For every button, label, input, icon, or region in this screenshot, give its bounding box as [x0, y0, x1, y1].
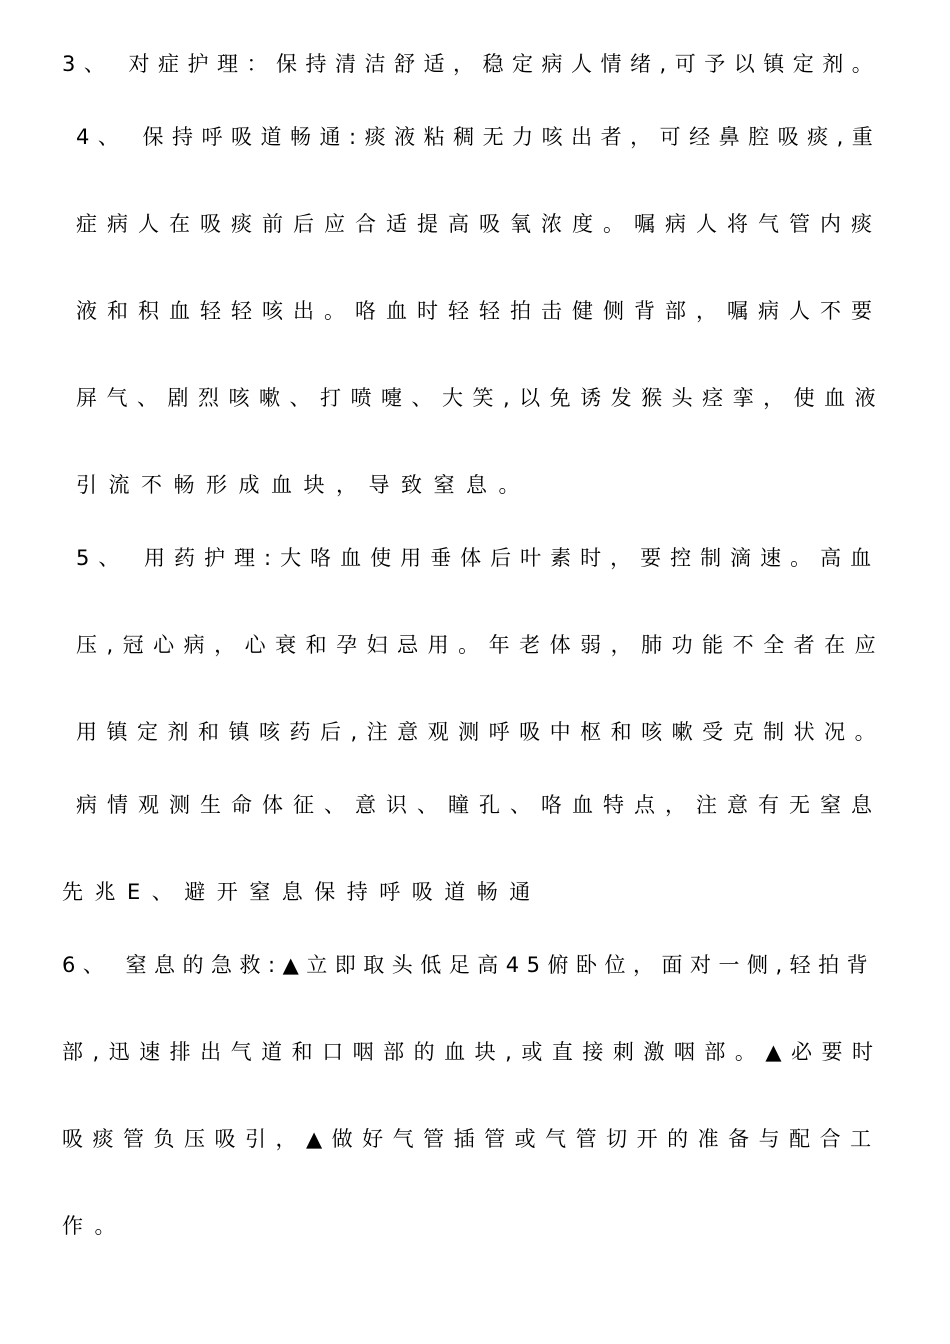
text-line-4: 液和积血轻轻咳出。咯血时轻轻拍击健侧背部，嘱病人不要: [76, 299, 882, 323]
text-line-9: 用镇定剂和镇咳药后,注意观测呼吸中枢和咳嗽受克制状况。: [76, 720, 886, 744]
text-line-11: 先兆E、避开窒息保持呼吸道畅通: [62, 880, 542, 904]
text-line-8: 压,冠心病，心衰和孕妇忌用。年老体弱，肺功能不全者在应: [76, 633, 886, 657]
text-line-15: 作。: [62, 1214, 127, 1238]
text-line-5: 屏气、剧烈咳嗽、打喷嚏、大笑,以免诱发猴头痉挛，使血液: [76, 386, 886, 410]
text-line-7: 5、 用药护理:大咯血使用垂体后叶素时，要控制滴速。高血: [76, 546, 881, 570]
text-line-3: 症病人在吸痰前后应合适提高吸氧浓度。嘱病人将气管内痰: [76, 212, 882, 236]
text-line-14: 吸痰管负压吸引，▲做好气管插管或气管切开的准备与配合工: [62, 1127, 881, 1151]
text-line-1: 3、 对症护理：保持清洁舒适，稳定病人情绪,可予以镇定剂。: [62, 52, 882, 76]
text-line-13: 部,迅速排出气道和口咽部的血块,或直接刺激咽部。▲必要时: [62, 1040, 883, 1064]
text-line-2: 4、 保持呼吸道畅通:痰液粘稠无力咳出者，可经鼻腔吸痰,重: [76, 125, 882, 149]
text-line-10: 病情观测生命体征、意识、瞳孔、咯血特点，注意有无窒息: [76, 793, 882, 817]
text-line-6: 引流不畅形成血块，导致窒息。: [76, 473, 531, 497]
text-line-12: 6、 窒息的急救:▲立即取头低足高45俯卧位，面对一侧,轻拍背: [62, 953, 876, 977]
